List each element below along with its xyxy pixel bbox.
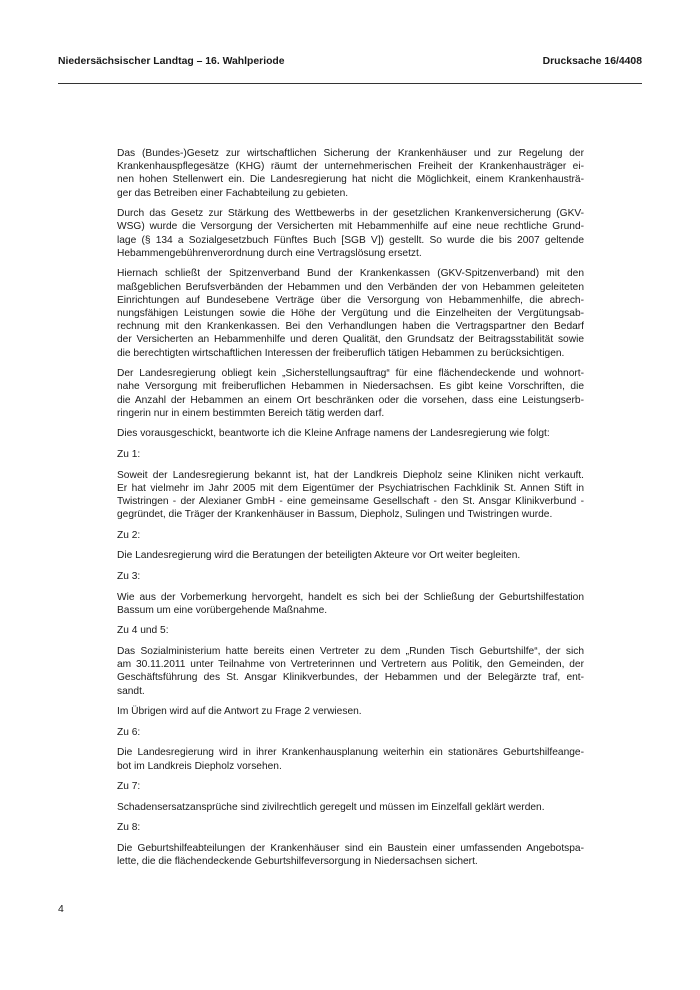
text-line: WSG) wurde die Versorgung der Versicherten mit Hebammenhilfe auf eine neue rechtliche Grund- [117, 221, 584, 233]
text-line: Zu 2: [117, 529, 141, 541]
text-line: Der Landesregierung obliegt kein „Sicherstellungsauftrag“ für eine flächendeckende und wohnort- [117, 368, 584, 380]
text-line: lage (§ 134 a Sozialgesetzbuch Fünftes Buch [SGB V]) gestellt. So wurde die bis 2007 geltende [117, 234, 584, 246]
paragraph [117, 591, 584, 617]
paragraph [117, 746, 584, 772]
paragraph [117, 469, 584, 522]
text-line: Zu 1: [117, 449, 141, 461]
text-line: ger das Betreiben einer Fachabteilung zu gebieten. [117, 187, 349, 199]
text-line: rechnung mit den Krankenkassen. Bei den Verhandlungen haben die Vertragspartner den Bedarf [117, 321, 584, 333]
text-line: bot im Landkreis Diepholz vorsehen. [117, 760, 282, 772]
paragraph [117, 529, 584, 542]
paragraph [117, 549, 584, 562]
text-line: Er hat vielmehr im Jahr 2005 mit dem Eigentümer der Psychiatrischen Fachklinik St. Annen Stift in [117, 482, 584, 494]
paragraph [117, 147, 584, 200]
text-line: Dies vorausgeschickt, beantworte ich die Kleine Anfrage namens der Landesregierung wie folgt: [117, 428, 550, 440]
text-line: Schadensersatzansprüche sind zivilrechtlich geregelt und müssen im Einzelfall geklärt werden. [117, 801, 545, 813]
text-line: Einrichtungen auf Bundesebene Verträge über die Versorgung von Hebammenhilfe, die abrech- [117, 294, 584, 306]
text-line: nen hohen Stellenwert ein. Die Landesregierung hat nicht die Möglichkeit, einem Krankenhausträ- [117, 174, 584, 186]
text-line: sandt. [117, 685, 145, 697]
paragraph [117, 645, 584, 698]
text-line: Zu 7: [117, 781, 141, 793]
paragraph [117, 821, 584, 834]
text-line: Wie aus der Vorbemerkung hervorgeht, handelt es sich bei der Schließung der Geburtshilfestation [117, 591, 584, 603]
paragraph [117, 842, 584, 868]
text-line: am 30.11.2011 unter Teilnahme von Vertreterinnen und Vertretern aus Politik, den Gemeinden, der [117, 659, 584, 671]
paragraph [117, 367, 584, 420]
document-body [117, 147, 584, 876]
text-line: Das Sozialministerium hatte bereits einen Vertreter zu dem „Runden Tisch Geburtshilfe“, der sich [117, 645, 584, 657]
text-line: Krankenhauspflegesätze (KHG) räumt der unternehmerischen Freiheit der Krankenhausträger ei- [117, 161, 584, 173]
text-line: Die Landesregierung wird die Beratungen der beteiligten Akteure vor Ort weiter begleiten. [117, 550, 521, 562]
paragraph [117, 726, 584, 739]
text-line: Zu 4 und 5: [117, 625, 169, 637]
paragraph [117, 801, 584, 814]
text-line: die Anzahl der Hebammen an einem Ort beschränken oder die vorsehen, dass eine Leistungserb- [117, 394, 584, 406]
text-line: der Versicherten an Hebammenhilfe und deren Qualität, den Grundsatz der Beitragsstabilität sowie [117, 334, 584, 346]
text-line: Zu 8: [117, 822, 141, 834]
paragraph [117, 448, 584, 461]
paragraph [117, 780, 584, 793]
paragraph [117, 207, 584, 260]
header-divider [58, 83, 642, 84]
text-line: die berechtigten wirtschaftlichen Interessen der freiberuflich tätigen Hebammen zu berücksichtigen. [117, 347, 565, 359]
text-line: Die Landesregierung wird in ihrer Krankenhausplanung weiterhin ein stationäres Geburtshilfeange- [117, 747, 584, 759]
text-line: Geschäftsführung des St. Ansgar Klinikverbundes, der Hebammen und der Belegärzte traf, ent- [117, 672, 584, 684]
text-line: gegründet, die Träger der Krankenhäuser in Bassum, Diepholz, Sulingen und Twistringen wurde. [117, 509, 553, 521]
text-line: ringerin nur in einem bestimmten Bereich tätig werden darf. [117, 407, 385, 419]
text-line: Hebammengebührenverordnung durch eine Vertragslösung ersetzt. [117, 247, 422, 259]
paragraph [117, 624, 584, 637]
paragraph [117, 570, 584, 583]
text-line: Durch das Gesetz zur Stärkung des Wettbewerbs in der gesetzlichen Krankenversicherung (GKV- [117, 208, 584, 220]
text-line: Hiernach schließt der Spitzenverband Bund der Krankenkassen (GKV-Spitzenverband) mit den [117, 268, 584, 280]
text-line: Twistringen - der Alexianer GmbH - eine gemeinsame Gesellschaft - den St. Ansgar Klinikverbund - [117, 496, 584, 508]
header-title: Niedersächsischer Landtag – 16. Wahlperiode [58, 56, 285, 67]
text-line: lette, die die flächendeckende Geburtshilfeversorgung in Niedersachsen sichert. [117, 856, 478, 868]
text-line: nahe Versorgung mit freiberuflichen Hebammen in Niedersachsen. Es gibt keine Vorschriften, die [117, 381, 584, 393]
text-line: Zu 3: [117, 571, 141, 582]
text-line: Im Übrigen wird auf die Antwort zu Frage 2 verwiesen. [117, 706, 362, 718]
paragraph [117, 267, 584, 359]
paragraph [117, 705, 584, 718]
text-line: nungsfähigen Leistungen sowie die Höhe der Vergütung und die Einzelheiten der Vergütungsab- [117, 308, 584, 320]
page-header [58, 56, 642, 72]
text-line: Soweit der Landesregierung bekannt ist, hat der Landkreis Diepholz seine Kliniken nicht verkauft. [117, 469, 584, 481]
text-line: maßgeblichen Berufsverbänden der Hebammen und den Verbänden der von Hebammen geleiteten [117, 281, 584, 293]
text-line: Bassum um eine vorübergehende Maßnahme. [117, 604, 328, 616]
text-line: Zu 6: [117, 726, 141, 738]
text-line: Das (Bundes-)Gesetz zur wirtschaftlichen Sicherung der Krankenhäuser und zur Regelung der [117, 148, 584, 159]
text-line: Die Geburtshilfeabteilungen der Krankenhäuser sind ein Baustein einer umfassenden Angebotspa- [117, 842, 584, 854]
page-number: 4 [58, 904, 64, 915]
header-document-number: Drucksache 16/4408 [542, 56, 642, 67]
paragraph [117, 427, 584, 440]
